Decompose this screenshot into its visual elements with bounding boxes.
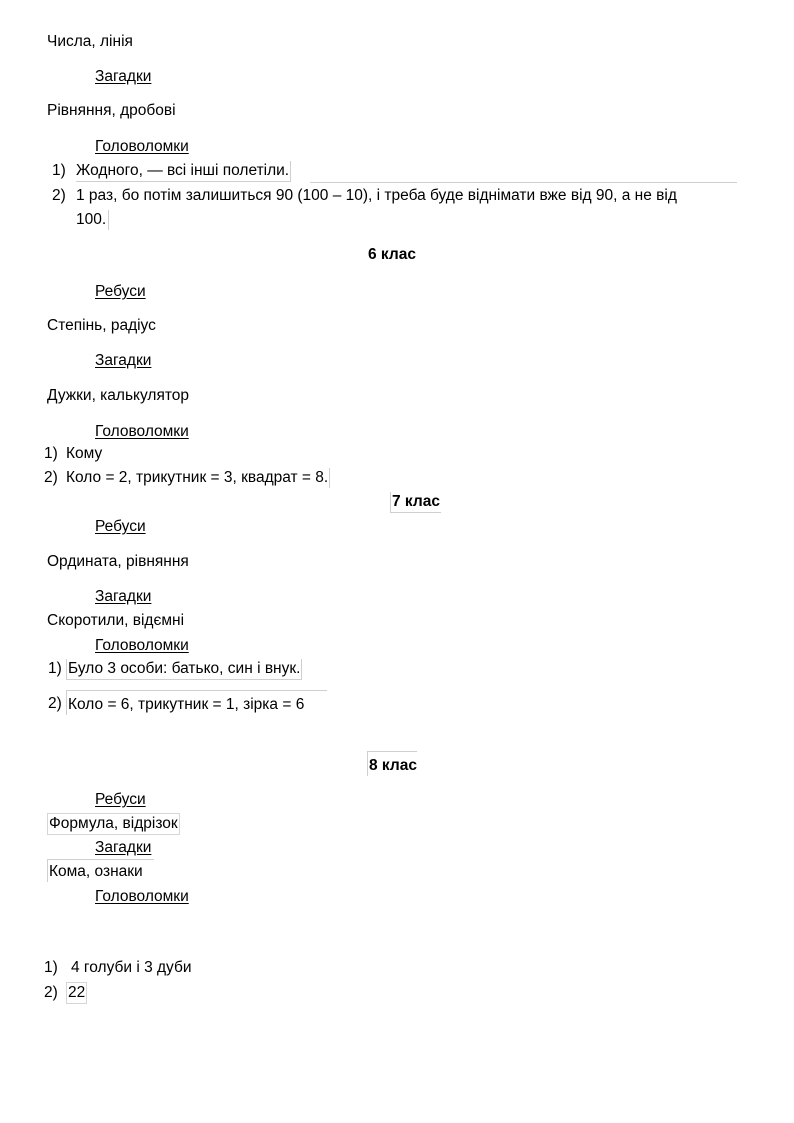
grade5-puzzle-1-number: 1)	[52, 162, 66, 179]
grade8-title: 8 клас	[367, 751, 417, 776]
grade6-riddles-answer: Дужки, калькулятор	[47, 387, 190, 404]
grade5-riddles-answer: Рівняння, дробові	[47, 102, 176, 119]
grade7-puzzle-1-text: Було 3 особи: батько, син і внук.	[66, 659, 302, 680]
grade7-riddles-heading: Загадки	[95, 588, 152, 605]
grade5-rebus-answer: Числа, лінія	[47, 33, 133, 50]
grade8-puzzles-heading: Головоломки	[95, 888, 189, 905]
grade5-riddles-heading: Загадки	[95, 68, 152, 85]
grade6-rebus-heading: Ребуси	[95, 283, 146, 300]
grade7-riddles-answer: Скоротили, відємні	[47, 612, 185, 629]
divider-line	[310, 182, 737, 183]
grade7-puzzle-2-text: Коло = 6, трикутник = 1, зірка = 6	[66, 690, 327, 715]
grade8-rebus-answer: Формула, відрізок	[47, 813, 180, 835]
grade8-riddles-answer: Кома, ознаки	[47, 859, 154, 882]
grade6-puzzle-2-number: 2)	[44, 469, 58, 486]
grade5-puzzle-2-text-line1: 1 раз, бо потім залишиться 90 (100 – 10), і треба буде віднімати вже від 90, а не від	[76, 187, 677, 204]
grade5-puzzle-2-number: 2)	[52, 187, 66, 204]
grade8-puzzle-2-text: 22	[66, 982, 87, 1004]
grade6-puzzle-2-text: Коло = 2, трикутник = 3, квадрат = 8.	[66, 469, 329, 486]
grade7-puzzle-1-number: 1)	[48, 660, 62, 677]
grade6-puzzles-heading: Головоломки	[95, 423, 189, 440]
grade6-puzzle-1-text: Кому	[66, 445, 103, 462]
grade6-riddles-heading: Загадки	[95, 352, 152, 369]
grade8-rebus-heading: Ребуси	[95, 791, 146, 808]
grade7-puzzle-2-number: 2)	[48, 695, 62, 712]
grade8-riddles-heading: Загадки	[95, 839, 152, 856]
grade8-puzzle-1-text: 4 голуби і 3 дуби	[71, 959, 192, 976]
grade7-puzzles-heading: Головоломки	[95, 637, 189, 654]
grade6-rebus-answer: Степінь, радіус	[47, 317, 156, 334]
grade7-rebus-answer: Ордината, рівняння	[47, 553, 189, 570]
grade5-puzzle-2-text-line2: 100.	[76, 210, 109, 230]
grade7-rebus-heading: Ребуси	[95, 518, 146, 535]
grade7-title: 7 клас	[390, 492, 441, 513]
grade5-puzzle-1-text: Жодного, — всі інші полетіли.	[76, 161, 291, 182]
grade5-puzzles-heading: Головоломки	[95, 138, 189, 155]
grade8-puzzle-2-number: 2)	[44, 984, 58, 1001]
grade6-puzzle-1-number: 1)	[44, 445, 58, 462]
grade6-title: 6 клас	[368, 246, 416, 263]
grade8-puzzle-1-number: 1)	[44, 959, 58, 976]
